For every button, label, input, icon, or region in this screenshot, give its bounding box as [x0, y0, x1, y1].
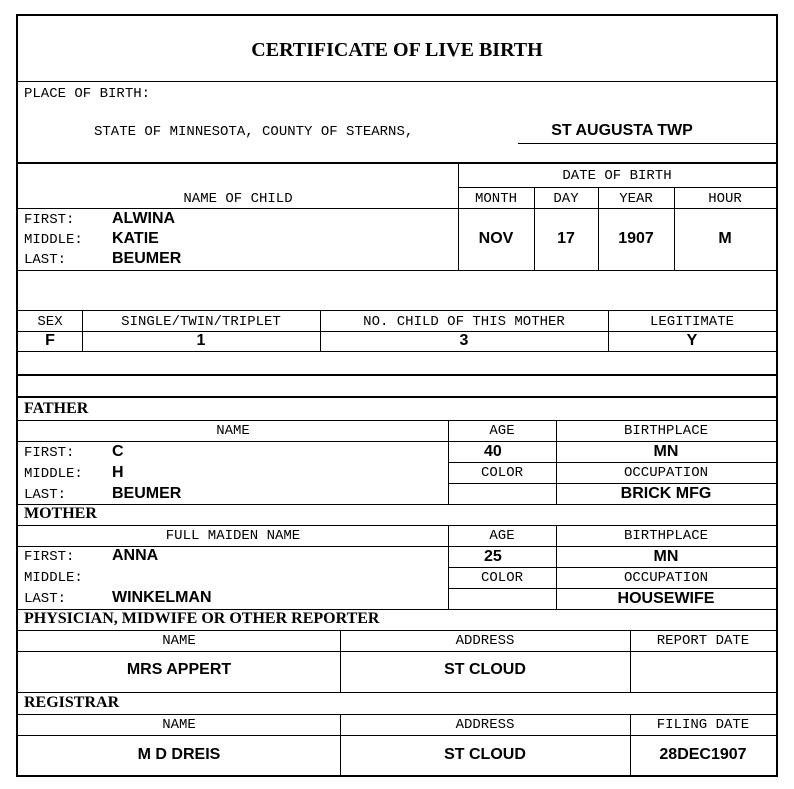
mother-first-label: FIRST: — [24, 549, 75, 565]
physician-name-label: NAME — [162, 633, 196, 649]
legitimate-label: LEGITIMATE — [649, 314, 734, 330]
sex-value: F — [45, 332, 55, 349]
date-of-birth-header: DATE OF BIRTH — [562, 168, 672, 184]
divider — [18, 81, 776, 82]
divider — [556, 420, 557, 504]
divider — [598, 188, 599, 270]
registrar-address-label: ADDRESS — [455, 717, 515, 733]
divider — [448, 462, 776, 463]
child-middle-label: MIDDLE: — [24, 232, 83, 248]
divider — [18, 651, 776, 652]
registrar-name-label: NAME — [162, 717, 196, 733]
name-of-child-header: NAME OF CHILD — [183, 191, 293, 207]
father-age-label: AGE — [489, 423, 515, 439]
child-first-label: FIRST: — [24, 212, 75, 228]
physician-address-value: ST CLOUD — [444, 661, 526, 678]
child-number-label: NO. CHILD OF THIS MOTHER — [363, 314, 565, 330]
place-of-birth-label: PLACE OF BIRTH: — [24, 86, 151, 102]
mother-middle-label: MIDDLE: — [24, 570, 83, 586]
father-middle-label: MIDDLE: — [24, 466, 83, 482]
father-last-label: LAST: — [24, 487, 67, 503]
registrar-name-value: M D DREIS — [137, 746, 221, 763]
mother-age-label: AGE — [489, 528, 515, 544]
divider — [82, 310, 83, 351]
father-color-label: COLOR — [480, 465, 523, 481]
birth-day: 17 — [557, 230, 575, 247]
divider — [448, 483, 776, 484]
birth-hour: M — [718, 230, 732, 247]
divider — [18, 162, 776, 164]
plurality-label: SINGLE/TWIN/TRIPLET — [121, 314, 281, 330]
divider — [608, 310, 609, 351]
divider — [448, 525, 449, 609]
divider — [320, 310, 321, 351]
filing-date-value: 28DEC1907 — [659, 746, 747, 763]
mother-occupation-label: OCCUPATION — [623, 570, 708, 586]
divider — [674, 188, 675, 270]
divider — [340, 714, 341, 775]
divider — [630, 714, 631, 775]
father-middle-name: H — [112, 464, 124, 481]
registrar-section-title: REGISTRAR — [24, 694, 120, 711]
mother-last-label: LAST: — [24, 591, 67, 607]
state-county-text: STATE OF MINNESOTA, COUNTY OF STEARNS, — [94, 124, 414, 140]
mother-birthplace-label: BIRTHPLACE — [623, 528, 708, 544]
divider — [18, 504, 776, 505]
father-occupation-value: BRICK MFG — [620, 485, 712, 502]
divider — [18, 208, 776, 209]
child-number-value: 3 — [459, 332, 469, 349]
physician-section-title: PHYSICIAN, MIDWIFE OR OTHER REPORTER — [24, 610, 380, 627]
divider — [18, 714, 776, 715]
divider — [18, 630, 776, 631]
divider — [18, 420, 776, 421]
divider — [458, 187, 776, 188]
divider — [448, 588, 776, 589]
divider — [18, 270, 776, 271]
township-underline — [518, 143, 776, 144]
birth-year: 1907 — [618, 230, 654, 247]
divider — [18, 525, 776, 526]
divider — [448, 420, 449, 504]
divider — [448, 567, 776, 568]
plurality-value: 1 — [196, 332, 206, 349]
mother-age-value: 25 — [484, 548, 502, 565]
day-label: DAY — [553, 191, 579, 207]
father-section-title: FATHER — [24, 400, 89, 417]
divider — [18, 441, 776, 442]
mother-color-label: COLOR — [480, 570, 523, 586]
divider — [18, 692, 776, 693]
father-first-label: FIRST: — [24, 445, 75, 461]
father-age-value: 40 — [484, 443, 502, 460]
year-label: YEAR — [619, 191, 653, 207]
child-last-name: BEUMER — [112, 250, 182, 267]
child-first-name: ALWINA — [112, 210, 176, 227]
mother-section-title: MOTHER — [24, 505, 97, 522]
physician-name-value: MRS APPERT — [126, 661, 232, 678]
township-value: ST AUGUSTA TWP — [551, 122, 693, 139]
sex-label: SEX — [37, 314, 63, 330]
mother-first-name: ANNA — [112, 547, 159, 564]
physician-address-label: ADDRESS — [455, 633, 515, 649]
hour-label: HOUR — [708, 191, 742, 207]
divider — [18, 351, 776, 352]
divider — [18, 310, 776, 311]
filing-date-label: FILING DATE — [656, 717, 750, 733]
divider — [534, 188, 535, 270]
mother-name-header: FULL MAIDEN NAME — [165, 528, 301, 544]
divider — [18, 735, 776, 736]
month-label: MONTH — [474, 191, 517, 207]
divider — [556, 525, 557, 609]
divider — [18, 396, 776, 398]
father-occupation-label: OCCUPATION — [623, 465, 708, 481]
father-last-name: BEUMER — [112, 485, 182, 502]
divider — [340, 630, 341, 692]
legitimate-value: Y — [686, 332, 698, 349]
mother-occupation-value: HOUSEWIFE — [617, 590, 715, 607]
child-middle-name: KATIE — [112, 230, 159, 247]
child-last-label: LAST: — [24, 252, 67, 268]
divider — [630, 630, 631, 692]
report-date-label: REPORT DATE — [656, 633, 750, 649]
father-birthplace-label: BIRTHPLACE — [623, 423, 708, 439]
mother-last-name: WINKELMAN — [112, 589, 212, 606]
birth-month: NOV — [478, 230, 514, 247]
certificate-title: CERTIFICATE OF LIVE BIRTH — [251, 39, 543, 61]
mother-birthplace-value: MN — [653, 548, 679, 565]
father-name-header: NAME — [216, 423, 250, 439]
divider — [18, 374, 776, 376]
birth-certificate — [16, 14, 778, 777]
father-first-name: C — [112, 443, 124, 460]
divider — [458, 164, 459, 270]
father-birthplace-value: MN — [653, 443, 679, 460]
registrar-address-value: ST CLOUD — [444, 746, 526, 763]
